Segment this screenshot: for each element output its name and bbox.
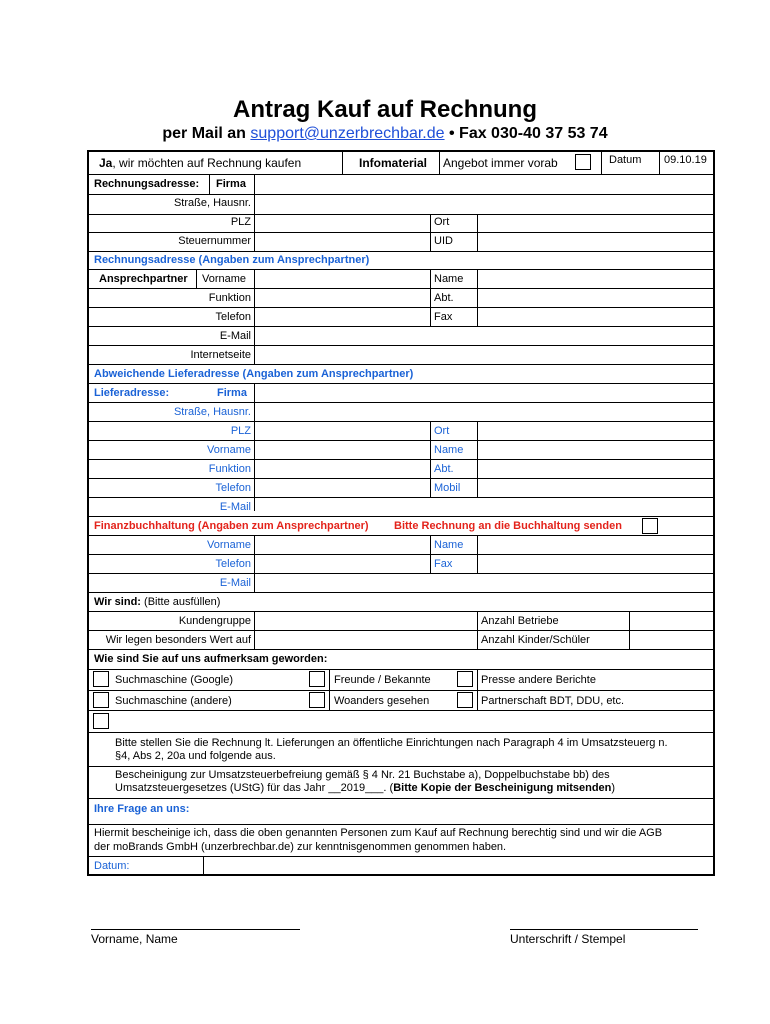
page-title: Antrag Kauf auf Rechnung: [233, 96, 537, 123]
partnerschaft-checkbox[interactable]: [457, 692, 473, 708]
frage-label: Ihre Frage an uns:: [94, 803, 190, 815]
liefer-abt-label: Abt.: [434, 463, 454, 475]
finanz-heading-2: Bitte Rechnung an die Buchhaltung senden: [394, 520, 622, 532]
sonstiges-checkbox[interactable]: [93, 713, 109, 729]
liefer-strasse-label: Straße, Hausnr.: [173, 406, 251, 418]
rechnungsadresse-label: Rechnungsadresse:: [94, 178, 200, 190]
anzahl-betriebe-label: Anzahl Betriebe: [481, 615, 559, 627]
note-bescheinigung-line1: Bescheinigung zur Umsatzsteuerbefreiung gemäß § 4 Nr. 21 Buchstabe a), Doppelbuchstabe bb) des: [115, 769, 610, 781]
liefer-name-label: Name: [434, 444, 464, 456]
wir-sind-bold: Wir sind:: [94, 596, 141, 608]
unterschrift-label: Unterschrift / Stempel: [510, 932, 626, 946]
internetseite-label: Internetseite: [190, 349, 251, 361]
anzahl-kinder-label: Anzahl Kinder/Schüler: [481, 634, 590, 646]
finanz-email-label: E-Mail: [219, 577, 251, 589]
suchmaschine-andere-checkbox[interactable]: [93, 692, 109, 708]
note-paragraph-4-line2: §4, Abs 2, 20a und folgende aus.: [115, 750, 276, 762]
fax-info: • Fax 030-40 37 53 74: [444, 125, 608, 142]
liefer-mobil-label: Mobil: [434, 482, 461, 494]
liefer-funktion-label: Funktion: [208, 463, 251, 475]
finanz-vorname-label: Vorname: [206, 539, 251, 551]
datum-field-label: Datum:: [94, 860, 130, 872]
name-signature-line[interactable]: [91, 929, 300, 930]
finanz-fax-label: Fax: [434, 558, 453, 570]
ja-option[interactable]: [99, 157, 301, 170]
infomaterial-option[interactable]: Infomaterial: [358, 156, 427, 170]
note-bescheinigung-text: Umsatzsteuergesetzes (UStG) für das Jahr: [115, 782, 329, 794]
wir-sind-heading: [94, 596, 220, 609]
wir-sind-rest: (Bitte ausfüllen): [140, 596, 221, 608]
liefer-ort-label: Ort: [434, 425, 450, 437]
unterschrift-line[interactable]: [510, 929, 698, 930]
angebot-option[interactable]: Angebot immer vorab: [443, 156, 558, 170]
liefer-plz-label: PLZ: [230, 425, 251, 437]
finanz-telefon-label: Telefon: [215, 558, 251, 570]
lieferadresse-heading: Abweichende Lieferadresse (Angaben zum Ansprechpartner): [94, 368, 414, 380]
liefer-vorname-label: Vorname: [206, 444, 251, 456]
telefon-label: Telefon: [215, 311, 251, 323]
note-bescheinigung-sep: . (: [383, 782, 394, 794]
ansprechpartner-label: Ansprechpartner: [99, 273, 188, 285]
abt-label: Abt.: [434, 292, 454, 304]
hiermit-line2: der moBrands GmbH (unzerbrechbar.de) zur kenntnisgenommen genommen haben.: [94, 841, 507, 853]
firma-label: Firma: [216, 178, 246, 190]
strasse-label: Straße, Hausnr.: [173, 197, 251, 209]
presse-label: Presse andere Berichte: [481, 674, 596, 686]
woanders-checkbox[interactable]: [309, 692, 325, 708]
year-field[interactable]: __2019___: [328, 782, 384, 794]
note-bescheinigung-end: ): [611, 782, 616, 794]
kundengruppe-label: Kundengruppe: [178, 615, 251, 627]
vorname-name-label: Vorname, Name: [91, 932, 178, 946]
datum-value: 09.10.19: [664, 154, 707, 166]
funktion-label: Funktion: [208, 292, 251, 304]
note-paragraph-4-line1: Bitte stellen Sie die Rechnung lt. Lieferungen an öffentliche Einrichtungen nach Paragraph 4 im Umsatzsteuerg n.: [115, 737, 668, 749]
plz-label: PLZ: [230, 216, 251, 228]
fax-label: Fax: [434, 311, 453, 323]
lieferadresse-label: Lieferadresse:: [94, 387, 170, 399]
suchmaschine-andere-label: Suchmaschine (andere): [115, 695, 232, 707]
order-form: [87, 150, 715, 876]
support-email-link[interactable]: support@unzerbrechbar.de: [250, 125, 445, 142]
email-label: E-Mail: [219, 330, 251, 342]
page-subtitle: [0, 125, 770, 143]
aufmerksam-heading: Wie sind Sie auf uns aufmerksam geworden:: [94, 653, 328, 665]
ort-label: Ort: [434, 216, 450, 228]
note-bescheinigung-bold: Bitte Kopie der Bescheinigung mitsenden: [393, 782, 612, 794]
angebot-checkbox[interactable]: [575, 154, 591, 170]
partnerschaft-label: Partnerschaft BDT, DDU, etc.: [481, 695, 625, 707]
liefer-email-label: E-Mail: [219, 501, 251, 513]
freunde-label: Freunde / Bekannte: [334, 674, 431, 686]
hiermit-line1: Hiermit bescheinige ich, dass die oben genannten Personen zum Kauf auf Rechnung berechtig sind und wir die AGB: [94, 827, 663, 839]
name-label: Name: [434, 273, 464, 285]
presse-checkbox[interactable]: [457, 671, 473, 687]
suchmaschine-google-checkbox[interactable]: [93, 671, 109, 687]
woanders-label: Woanders gesehen: [334, 695, 430, 707]
ja-text: , wir möchten auf Rechnung kaufen: [112, 156, 302, 170]
suchmaschine-google-label: Suchmaschine (Google): [115, 674, 234, 686]
finanz-heading: Finanzbuchhaltung (Angaben zum Ansprechpartner): [94, 520, 369, 532]
ansprechpartner-heading: Rechnungsadresse (Angaben zum Ansprechpartner): [94, 254, 370, 266]
liefer-telefon-label: Telefon: [215, 482, 251, 494]
wert-label: Wir legen besonders Wert auf: [105, 634, 251, 646]
ja-bold: Ja: [99, 156, 113, 170]
liefer-firma-label: Firma: [217, 387, 247, 399]
steuernummer-label: Steuernummer: [178, 235, 251, 247]
datum-label: Datum: [609, 154, 642, 166]
freunde-checkbox[interactable]: [309, 671, 325, 687]
subtitle-prefix: per Mail an: [162, 125, 251, 142]
vorname-label: Vorname: [202, 273, 247, 285]
uid-label: UID: [434, 235, 453, 247]
note-bescheinigung-line2: [115, 782, 615, 795]
finanz-name-label: Name: [434, 539, 464, 551]
buchhaltung-checkbox[interactable]: [642, 518, 658, 534]
